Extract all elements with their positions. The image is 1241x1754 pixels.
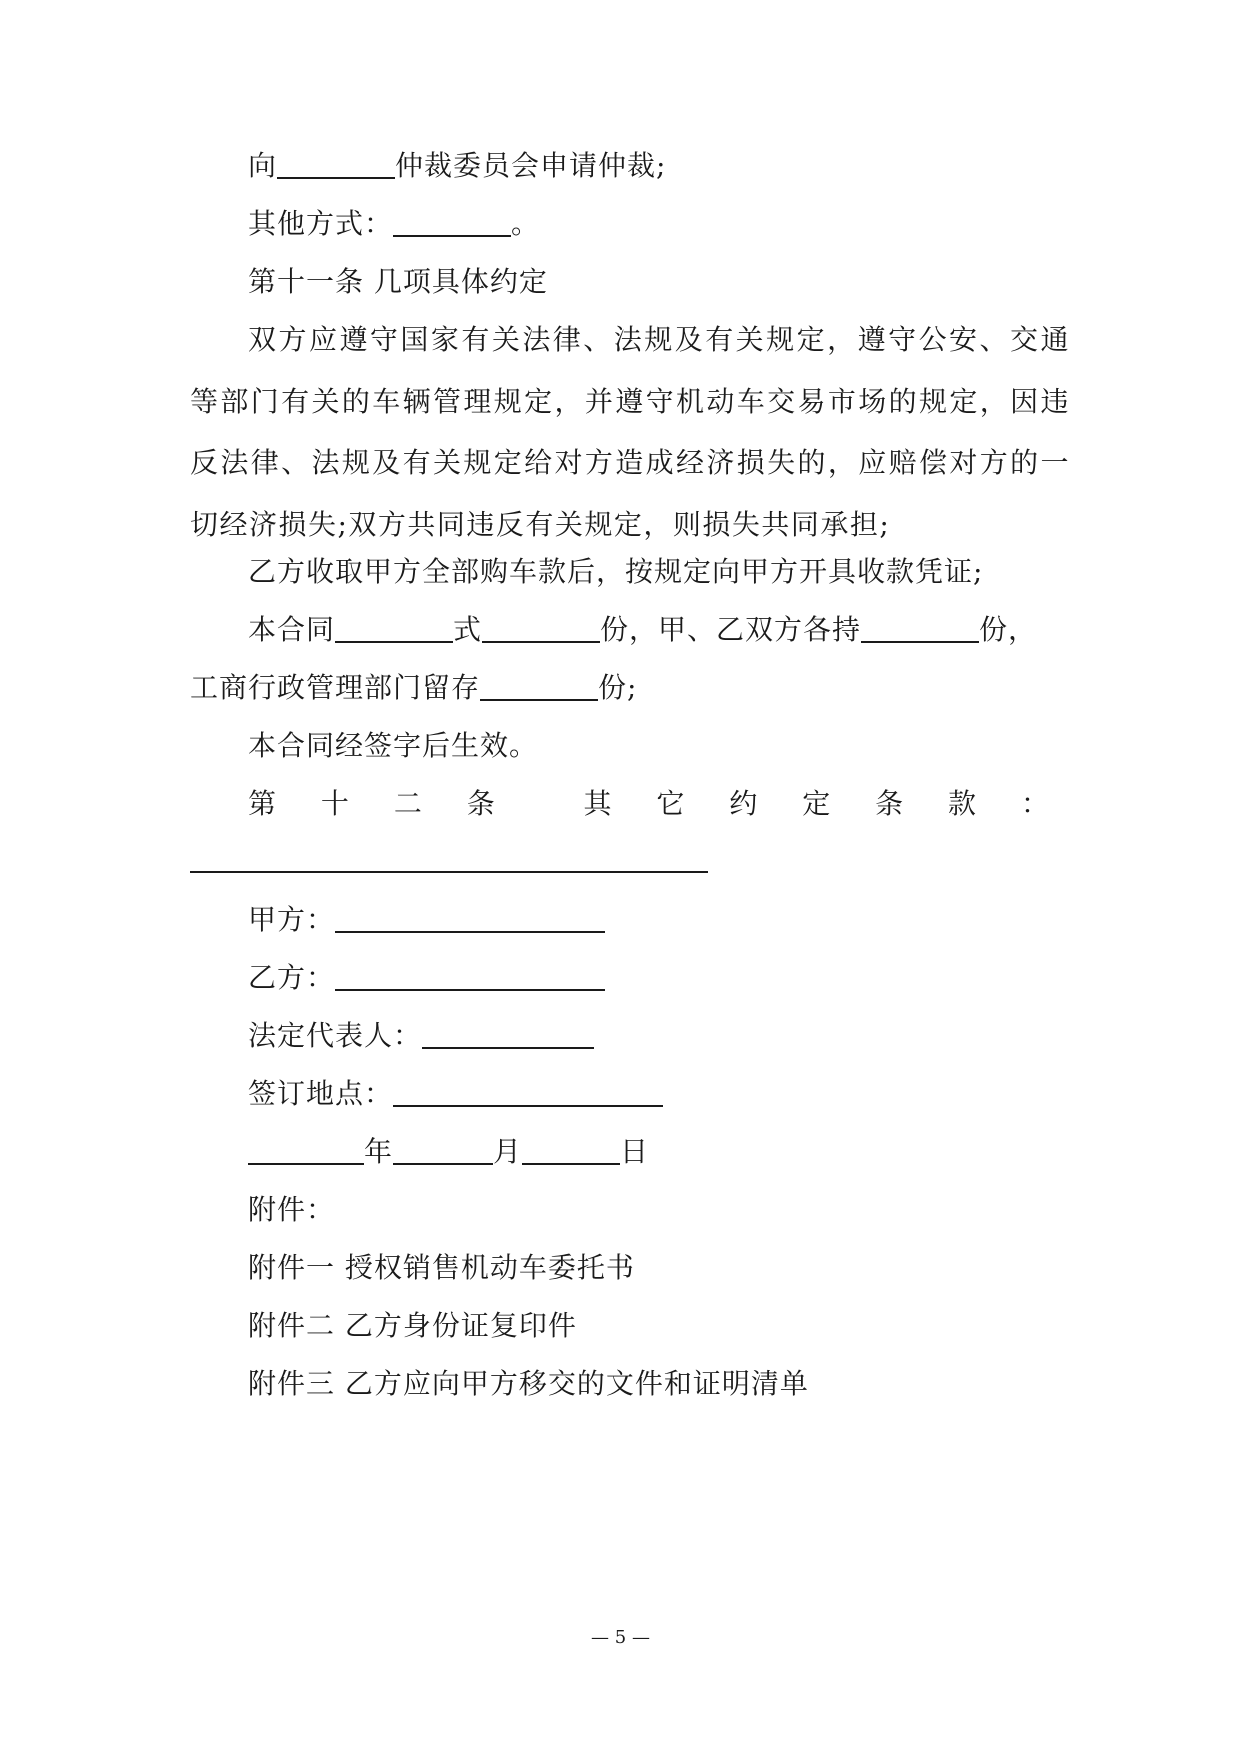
legal-rep-field[interactable] — [422, 1021, 594, 1049]
text: 份，甲、乙双方各持 — [600, 613, 862, 646]
party-a-field[interactable] — [335, 905, 605, 933]
char: 款 — [948, 787, 978, 820]
text: 本合同 — [248, 613, 336, 646]
party-b-line — [248, 958, 605, 998]
text: 份; — [598, 671, 638, 704]
text: 其他方式： — [248, 207, 394, 240]
legal-rep-line — [248, 1016, 594, 1056]
page-number: — 5 — — [591, 1627, 650, 1648]
text: 向 — [248, 149, 278, 182]
article-11-title: 第十一条 几项具体约定 — [248, 265, 548, 298]
char: 定 — [802, 787, 832, 820]
text: 工商行政管理部门留存 — [190, 671, 481, 704]
text: 甲方： — [248, 903, 336, 936]
text: 日 — [620, 1135, 650, 1168]
text: 月 — [493, 1135, 523, 1168]
day-field[interactable] — [522, 1137, 620, 1165]
arbitration-line — [248, 146, 666, 186]
text: 式 — [453, 613, 483, 646]
year-field[interactable] — [248, 1137, 364, 1165]
text: 份， — [979, 613, 1038, 646]
blank-field[interactable] — [861, 615, 979, 643]
char: 二 — [393, 787, 423, 820]
text: 乙方： — [248, 961, 336, 994]
blank-field[interactable] — [277, 151, 395, 179]
char: 其 — [583, 787, 613, 820]
char: 它 — [656, 787, 686, 820]
date-line — [248, 1132, 649, 1172]
blank-field[interactable] — [482, 615, 600, 643]
blank-field[interactable] — [480, 673, 598, 701]
text: 签订地点： — [248, 1077, 394, 1110]
text: 年 — [364, 1135, 394, 1168]
char: 第 — [248, 787, 278, 820]
paragraph-receipt: 乙方收取甲方全部购车款后，按规定向甲方开具收款凭证; — [248, 555, 984, 588]
sign-place-field[interactable] — [393, 1079, 663, 1107]
text: 。 — [511, 207, 541, 240]
party-a-line — [248, 900, 605, 940]
sign-place-line — [248, 1074, 663, 1114]
party-b-field[interactable] — [335, 963, 605, 991]
text: 法定代表人： — [248, 1019, 423, 1052]
char: 条 — [875, 787, 905, 820]
copies-line-2 — [190, 668, 637, 708]
month-field[interactable] — [393, 1137, 493, 1165]
char: 条 — [466, 787, 496, 820]
attachment-3: 附件三 乙方应向甲方移交的文件和证明清单 — [248, 1367, 809, 1400]
paragraph-compliance: 双方应遵守国家有关法律、法规及有关规定，遵守公安、交通等部门有关的车辆管理规定，并遵守机动车交易市场的规定，因违反法律、法规及有关规定给对方造成经济损失的，应赔偿对方的一切经济损失;双方共同违反有关规定，则损失共同承担; — [190, 323, 1070, 541]
blank-field[interactable] — [393, 209, 511, 237]
attachment-2: 附件二 乙方身份证复印件 — [248, 1309, 577, 1342]
char: ： — [1020, 787, 1050, 820]
effective-clause: 本合同经签字后生效。 — [248, 729, 539, 762]
text: 仲裁委员会申请仲裁; — [395, 149, 667, 182]
blank-field[interactable] — [190, 845, 708, 873]
char: 十 — [320, 787, 350, 820]
other-terms-blank-line — [190, 840, 708, 880]
blank-field[interactable] — [335, 615, 453, 643]
article-12-title — [248, 784, 1050, 824]
attachments-heading: 附件： — [248, 1193, 336, 1226]
char: 约 — [729, 787, 759, 820]
copies-line-1 — [248, 610, 1037, 650]
attachment-1: 附件一 授权销售机动车委托书 — [248, 1251, 635, 1284]
other-method-line — [248, 204, 540, 244]
